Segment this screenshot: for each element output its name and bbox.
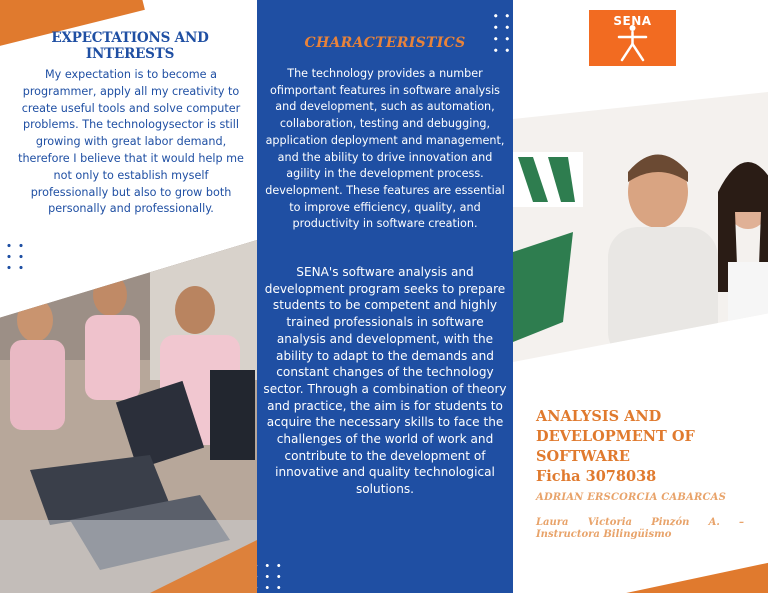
left-panel xyxy=(0,0,257,593)
program-title-line-3: SOFTWARE xyxy=(536,448,630,465)
dot-grid-decoration xyxy=(3,240,27,274)
logo-text: SENA xyxy=(613,14,652,28)
program-title xyxy=(536,407,756,487)
instructor-name: Laura Victoria Pinzón A. – xyxy=(536,517,744,528)
program-title-line-2: DEVELOPMENT OF xyxy=(536,428,695,445)
team-meeting-photo xyxy=(513,92,768,362)
program-ficha: Ficha 3078038 xyxy=(536,468,657,485)
middle-panel xyxy=(257,0,513,593)
characteristics-heading: CHARACTERISTICS xyxy=(304,35,466,51)
dot-grid-decoration xyxy=(257,560,287,593)
orange-stripe-decoration xyxy=(611,555,768,593)
expectations-text: My expectation is to become a programmer, apply all my creativity to create useful tools and solve computer problems. The technologysector is still growing with great labor demand, therefore I believe that it would help me not only to establish myself professionally but also to grow both personally and professionally. xyxy=(18,68,244,216)
author-name: ADRIAN ERSCORCIA CABARCAS xyxy=(536,492,726,503)
instructor-role: Instructora Bilingüismo xyxy=(536,529,672,540)
students-computer-lab-photo xyxy=(0,240,257,593)
sena-logo-icon xyxy=(589,10,676,66)
right-panel xyxy=(513,0,768,593)
expectations-heading: EXPECTATIONS AND INTERESTS xyxy=(51,30,209,62)
characteristics-paragraph-1: The technology provides a number ofimportant features in software analysis and development, such as automation, collaboration, testing and debugging, application deployment and management, and the ability to drive innovation and agility in the development process. development. These features are essential to improve efficiency, quality, and productivity in software creation. xyxy=(265,67,505,231)
characteristics-paragraph-2: SENA's software analysis and development program seeks to prepare students to be competent and highly trained professionals in software analysis and development, with the ability to adapt to the demands and constant changes of the technology sector. Through a combination of theory and practice, the aim is for students to acquire the necessary skills to face the challenges of the world of work and contribute to the development of innovative and quality technological solutions. xyxy=(263,265,507,497)
program-title-line-1: ANALYSIS AND xyxy=(536,408,662,425)
